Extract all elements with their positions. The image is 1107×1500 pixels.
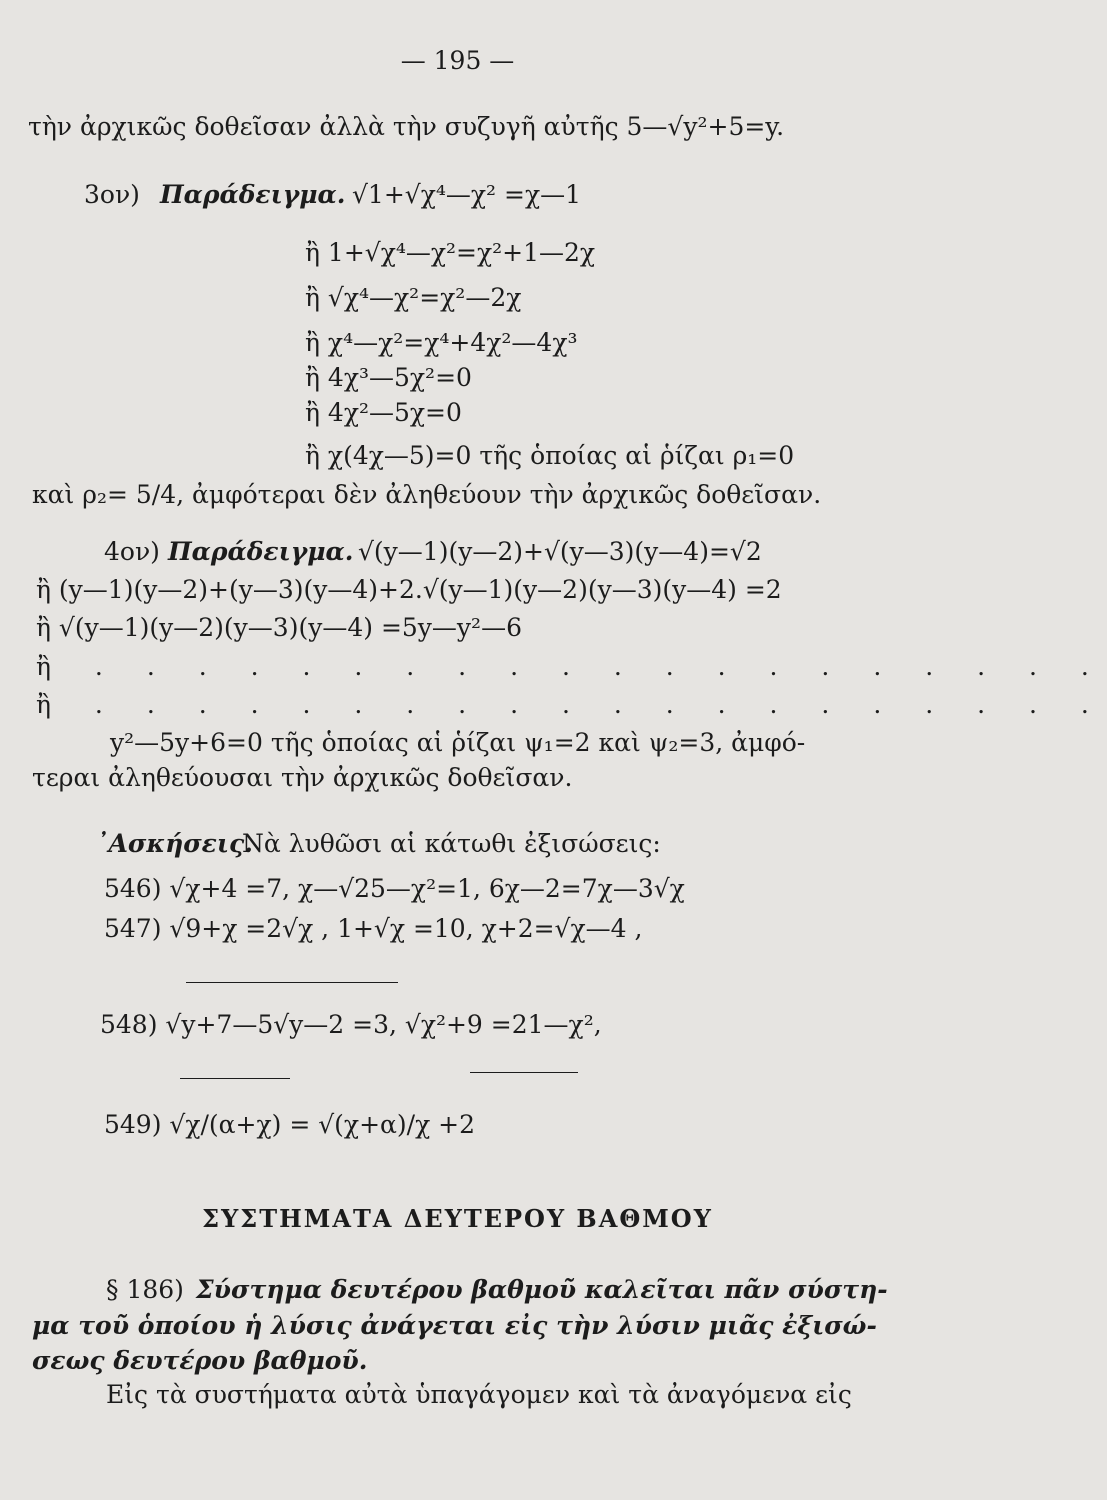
dotted-line: ἢ . . . . . . . . . . . . . . . . . . . .: [36, 690, 1107, 719]
exercise-548: 548) √y+7—5√y—2 =3, √χ²+9 =21—χ²,: [100, 1010, 602, 1039]
step-line: ἢ √(y—1)(y—2)(y—3)(y—4) =5y—y²—6: [36, 613, 522, 642]
text-line: τὴν ἀρχικῶς δοθεῖσαν ἀλλὰ τὴν συζυγῆ αὐτῆς 5—√y²+5=y.: [28, 112, 785, 141]
paragraph-number: § 186): [106, 1275, 184, 1304]
text-line: y²—5y+6=0 τῆς ὁποίας αἱ ῥίζαι ψ₁=2 καὶ ψ₂=3, ἀμφό-: [110, 728, 806, 757]
exercise-547: 547) √9+χ =2√χ , 1+√χ =10, χ+2=√χ—4 ,: [104, 914, 643, 943]
page-number: — 195 —: [400, 46, 515, 75]
example-3-equation: √1+√χ⁴—χ² =χ—1: [352, 180, 582, 209]
step-line: ἢ 4χ²—5χ=0: [305, 398, 462, 427]
exercise-549: 549) √χ/(α+χ) = √(χ+α)/χ +2: [104, 1110, 476, 1139]
radical-bar: [470, 1072, 578, 1073]
example-3-label: 3ον): [84, 180, 140, 209]
radical-bar: [186, 982, 398, 983]
definition-text: Σύστημα δευτέρου βαθμοῦ καλεῖται πᾶν σύστη-: [196, 1275, 888, 1304]
exercise-546: 546) √χ+4 =7, χ—√25—χ²=1, 6χ—2=7χ—3√χ: [104, 874, 685, 903]
step-line: ἢ 4χ³—5χ²=0: [305, 363, 472, 392]
dotted-line: ἢ . . . . . . . . . . . . . . . . . . . .: [36, 652, 1107, 681]
example-3-title: Παράδειγμα.: [160, 180, 346, 209]
definition-text: μα τοῦ ὁποίου ἡ λύσις ἀνάγεται εἰς τὴν λύσιν μιᾶς ἐξισώ-: [32, 1311, 877, 1340]
text-line: τεραι ἀληθεύουσαι τὴν ἀρχικῶς δοθεῖσαν.: [32, 763, 573, 792]
step-line: ἢ (y—1)(y—2)+(y—3)(y—4)+2.√(y—1)(y—2)(y—3)(y—4) =2: [36, 575, 782, 604]
example-4-title: Παράδειγμα.: [168, 537, 354, 566]
definition-text: σεως δευτέρου βαθμοῦ.: [32, 1346, 368, 1375]
example-4-label: 4ον): [104, 537, 160, 566]
exercises-intro: Νὰ λυθῶσι αἱ κάτωθι ἐξισώσεις:: [242, 829, 661, 858]
step-line: ἢ √χ⁴—χ²=χ²—2χ: [305, 283, 522, 312]
radical-bar: [180, 1078, 290, 1079]
step-line: ἢ 1+√χ⁴—χ²=χ²+1—2χ: [305, 238, 596, 267]
section-heading: ΣΥΣΤΗΜΑΤΑ ΔΕΥΤΕΡΟΥ ΒΑΘΜΟΥ: [202, 1204, 713, 1233]
exercises-title: ᾿Ασκήσεις.: [96, 829, 253, 858]
example-4-equation: √(y—1)(y—2)+√(y—3)(y—4)=√2: [358, 537, 762, 566]
text-line: Εἰς τὰ συστήματα αὐτὰ ὑπαγάγομεν καὶ τὰ ἀναγόμενα εἰς: [106, 1380, 852, 1409]
step-line: ἢ χ⁴—χ²=χ⁴+4χ²—4χ³: [305, 328, 578, 357]
text-line: καὶ ρ₂= 5/4, ἀμφότεραι δὲν ἀληθεύουν τὴν ἀρχικῶς δοθεῖσαν.: [32, 480, 822, 509]
step-line: ἢ χ(4χ—5)=0 τῆς ὁποίας αἱ ῥίζαι ρ₁=0: [305, 441, 795, 470]
